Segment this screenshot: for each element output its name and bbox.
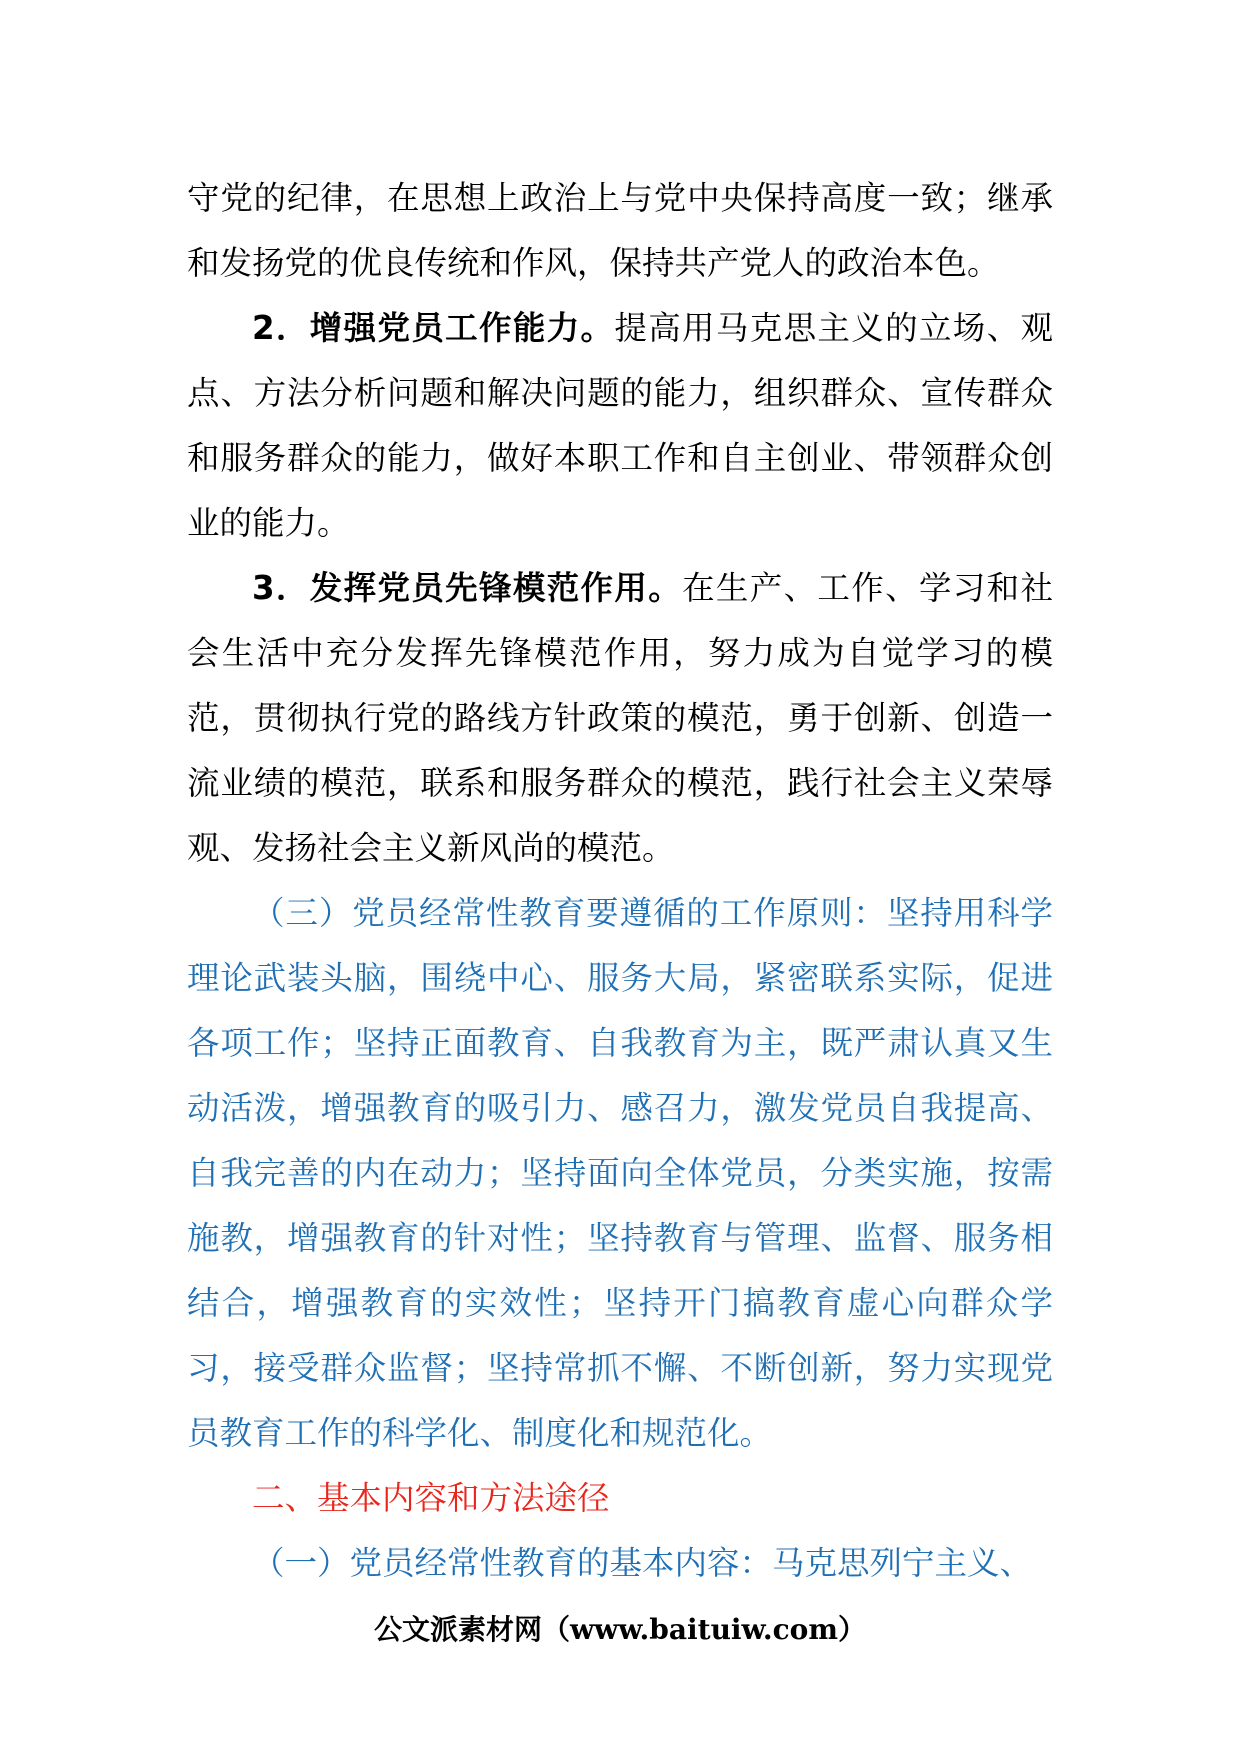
footer-watermark (0, 1608, 1240, 1648)
paragraph-4-principles (187, 881, 1053, 1466)
section-heading-2 (187, 1466, 1053, 1531)
footer-text: 公文派素材网（www.baituiw.com） (374, 1613, 866, 1646)
paragraph-3-text: 在生产、工作、学习和社会生活中充分发挥先锋模范作用，努力成为自觉学习的模范，贯彻执行党的路线方针政策的模范，勇于创新、创造一流业绩的模范，联系和服务群众的模范，践行社会主义荣辱观、发扬社会主义新风尚的模范。 (187, 569, 1053, 867)
section-heading-2-text: 二、基本内容和方法途径 (252, 1479, 610, 1517)
paragraph-2 (187, 296, 1053, 556)
paragraph-3 (187, 556, 1053, 881)
paragraph-6-contents (187, 1531, 1053, 1596)
paragraph-3-heading: 3．发挥党员先锋模范作用。 (252, 569, 683, 607)
paragraph-1 (187, 166, 1053, 296)
paragraph-2-text: 提高用马克思主义的立场、观点、方法分析问题和解决问题的能力，组织群众、宣传群众和服务群众的能力，做好本职工作和自主创业、带领群众创业的能力。 (187, 309, 1053, 542)
paragraph-4-text: （三）党员经常性教育要遵循的工作原则：坚持用科学理论武装头脑，围绕中心、服务大局，紧密联系实际，促进各项工作；坚持正面教育、自我教育为主，既严肃认真又生动活泼，增强教育的吸引力、感召力，激发党员自我提高、自我完善的内在动力；坚持面向全体党员，分类实施，按需施教，增强教育的针对性；坚持教育与管理、监督、服务相结合，增强教育的实效性；坚持开门搞教育虚心向群众学习，接受群众监督；坚持常抓不懈、不断创新，努力实现党员教育工作的科学化、制度化和规范化。 (187, 894, 1053, 1452)
document-body (187, 166, 1053, 1596)
paragraph-1-text: 守党的纪律，在思想上政治上与党中央保持高度一致；继承和发扬党的优良传统和作风，保持共产党人的政治本色。 (187, 179, 1053, 282)
paragraph-6-text: （一）党员经常性教育的基本内容：马克思列宁主义、 (252, 1544, 1033, 1582)
paragraph-2-heading: 2．增强党员工作能力。 (252, 309, 615, 347)
